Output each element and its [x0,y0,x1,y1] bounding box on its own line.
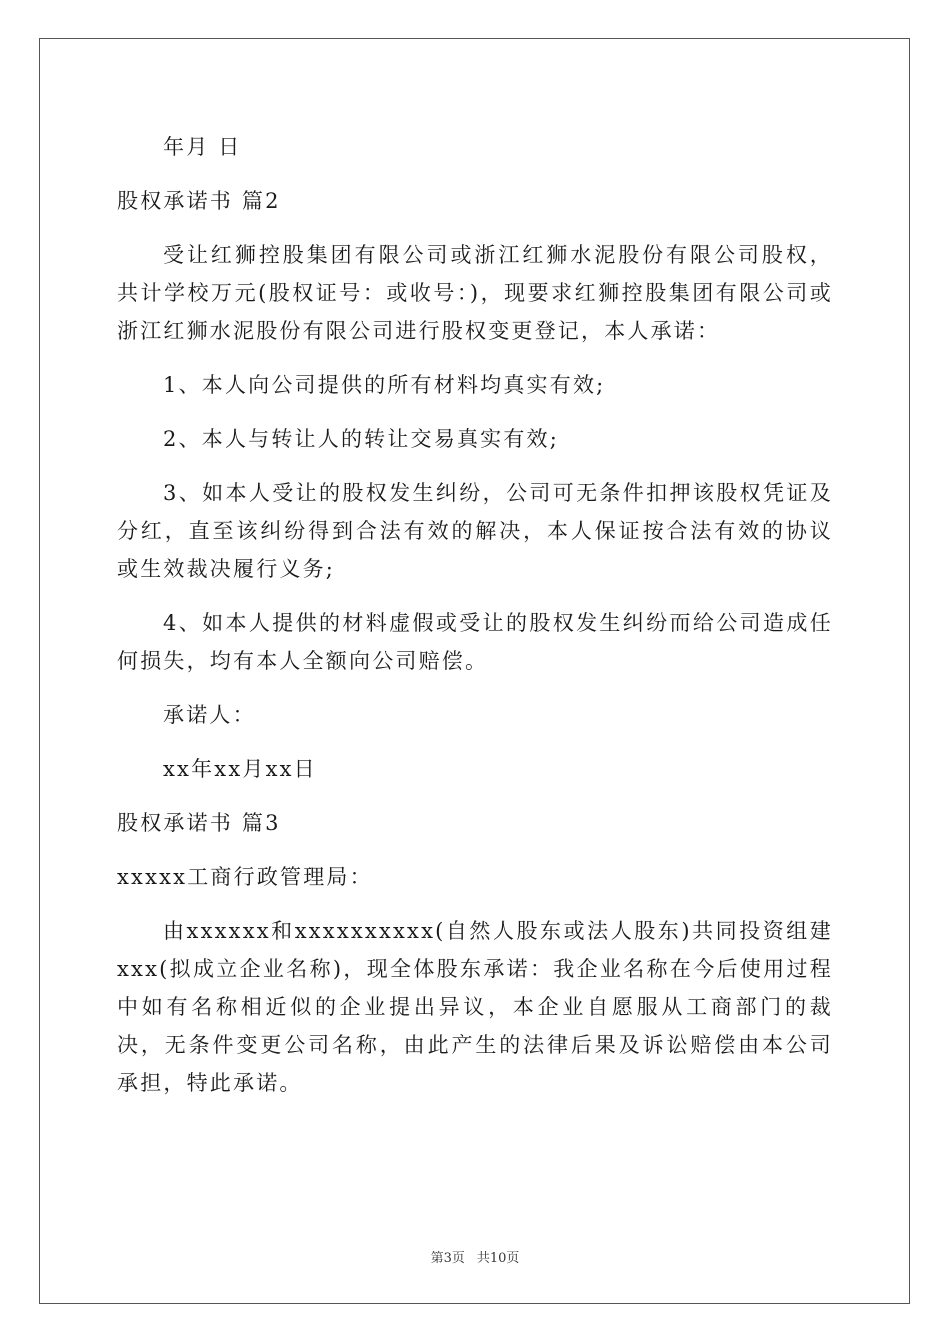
section-heading-3: 股权承诺书 篇3 [117,811,281,835]
section-heading-2: 股权承诺书 篇2 [117,189,281,213]
paragraph-item-4: 4、如本人提供的材料虚假或受让的股权发生纠纷而给公司造成任何损失，均有本人全额向公司赔偿。 [117,611,833,673]
page-number: 第3页 [430,1251,465,1266]
signature-date-line: xx年xx月xx日 [163,757,317,781]
paragraph-item-2: 2、本人与转让人的转让交易真实有效; [163,427,560,451]
paragraph-item-3: 3、如本人受让的股权发生纠纷，公司可无条件扣押该股权凭证及分红，直至该纠纷得到合法有效的解决，本人保证按合法有效的协议或生效裁决履行义务; [117,481,833,581]
paragraph-intro: 受让红狮控股集团有限公司或浙江红狮水泥股份有限公司股权，共计学校万元(股权证号：或收号：)，现要求红狮控股集团有限公司或浙江红狮水泥股份有限公司进行股权变更登记，本人承诺： [117,243,833,343]
paragraph-item-1: 1、本人向公司提供的所有材料均真实有效; [163,373,606,397]
addressee-line: xxxxx工商行政管理局： [117,865,373,889]
document-body [117,128,833,1118]
page-footer [0,1247,950,1266]
page-total: 共10页 [476,1251,520,1266]
date-line: 年月 日 [163,135,242,159]
signatory-line: 承诺人： [163,703,256,727]
paragraph-commitment: 由xxxxxx和xxxxxxxxxx(自然人股东或法人股东)共同投资组建xxx(拟成立企业名称)，现全体股东承诺：我企业名称在今后使用过程中如有名称相近似的企业提出异议，本企业自愿服从工商部门的裁决，无条件变更公司名称，由此产生的法律后果及诉讼赔偿由本公司承担，特此承诺。 [117,919,833,1095]
